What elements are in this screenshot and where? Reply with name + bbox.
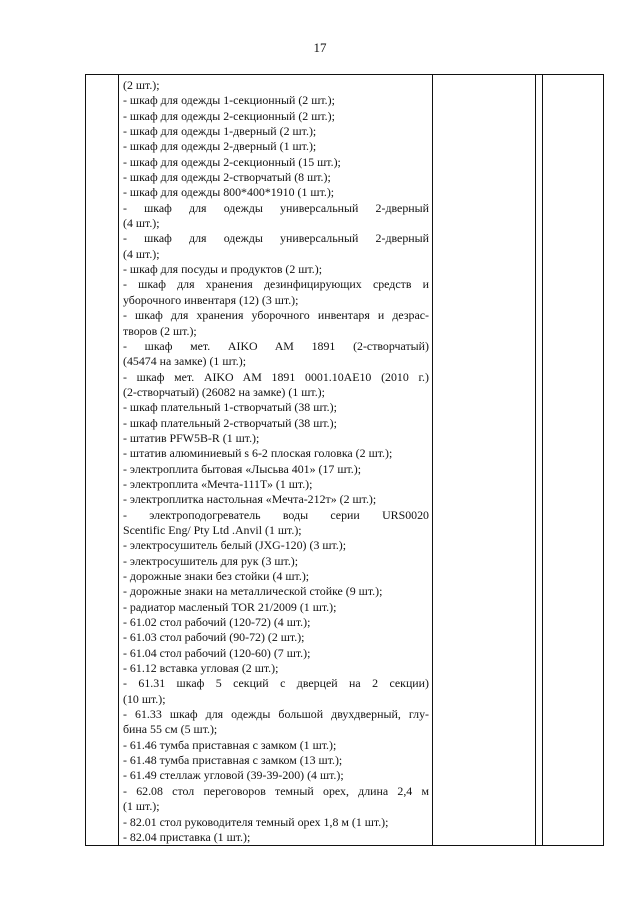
list-item: (2-створчатый) (26082 на замке) (1 шт.); bbox=[123, 384, 325, 399]
list-item: (2 шт.); bbox=[123, 78, 160, 92]
list-item: (10 шт.); bbox=[123, 691, 166, 706]
list-item: - 61.12 вставка угловая (2 шт.); bbox=[123, 661, 279, 676]
list-item: - 61.33 шкаф для одежды большой двухдверный, глу- bbox=[123, 707, 429, 722]
list-item: - шкаф для посуды и продуктов (2 шт.); bbox=[123, 262, 323, 277]
table-cell-empty bbox=[543, 75, 604, 846]
list-item: творов (2 шт.); bbox=[123, 323, 197, 338]
list-item: - шкаф для одежды 1-секционный (2 шт.); bbox=[123, 93, 335, 108]
list-item: - шкаф для хранения дезинфицирующих средств и bbox=[123, 277, 429, 292]
list-item: Scentific Eng/ Pty Ltd .Anvil (1 шт.); bbox=[123, 522, 302, 537]
list-item: - шкаф плательный 1-створчатый (38 шт.); bbox=[123, 400, 337, 415]
list-item: - 61.49 стеллаж угловой (39-39-200) (4 шт.); bbox=[123, 768, 344, 783]
list-item: - 61.46 тумба приставная с замком (1 шт.); bbox=[123, 737, 337, 752]
list-item: - электроплитка настольная «Мечта-212т» (2 шт.); bbox=[123, 492, 377, 507]
list-item: - шкаф для одежды 2-дверный (1 шт.); bbox=[123, 139, 317, 154]
list-item: (45474 на замке) (1 шт.); bbox=[123, 354, 247, 369]
list-item: - 61.31 шкаф 5 секций с дверцей на 2 секции) bbox=[123, 676, 429, 691]
list-item: - 82.01 стол руководителя темный орех 1,8 м (1 шт.); bbox=[123, 814, 389, 829]
list-item: - 62.08 стол переговоров темный орех, длина 2,4 м bbox=[123, 783, 429, 798]
list-item: - штатив PFW5B-R (1 шт.); bbox=[123, 430, 260, 445]
list-item: - 61.48 тумба приставная с замком (13 шт.); bbox=[123, 753, 343, 768]
list-item: - радиатор масленый TOR 21/2009 (1 шт.); bbox=[123, 599, 337, 614]
table-cell-number bbox=[86, 75, 119, 846]
table-cell-empty bbox=[536, 75, 543, 846]
list-item: - шкаф для одежды 2-секционный (2 шт.); bbox=[123, 108, 335, 123]
list-item: - электроплита «Мечта-111Т» (1 шт.); bbox=[123, 476, 313, 491]
list-item: - дорожные знаки на металлической стойке (9 шт.); bbox=[123, 584, 383, 599]
list-item: - 82.04 приставка (1 шт.); bbox=[123, 829, 251, 844]
list-item: - электроподогреватель воды серии URS0020 bbox=[123, 507, 429, 522]
list-item: - 61.02 стол рабочий (120-72) (4 шт.); bbox=[123, 615, 311, 630]
list-item: - шкаф для одежды универсальный 2-дверный bbox=[123, 231, 429, 246]
list-item: - электроплита бытовая «Лысьва 401» (17 шт.); bbox=[123, 461, 362, 476]
table-row bbox=[86, 75, 604, 846]
item-list bbox=[123, 78, 429, 845]
list-item: - 61.03 стол рабочий (90-72) (2 шт.); bbox=[123, 630, 305, 645]
list-item: - шкаф для одежды 1-дверный (2 шт.); bbox=[123, 124, 317, 139]
list-item: - электросушитель белый (JXG-120) (3 шт.); bbox=[123, 538, 347, 553]
list-item: - шкаф плательный 2-створчатый (38 шт.); bbox=[123, 415, 337, 430]
list-item: уборочного инвентаря (12) (3 шт.); bbox=[123, 292, 299, 307]
list-item: (4 шт.); bbox=[123, 216, 160, 231]
list-item: (4 шт.); bbox=[123, 246, 160, 261]
list-item: - шкаф для одежды 2-секционный (15 шт.); bbox=[123, 154, 341, 169]
list-item: - дорожные знаки без стойки (4 шт.); bbox=[123, 569, 310, 583]
list-item: - шкаф мет. AIKO AM 1891 (2-створчатый) bbox=[123, 338, 429, 353]
list-item: бина 55 см (5 шт.); bbox=[123, 722, 218, 737]
page-number: 17 bbox=[313, 40, 327, 55]
list-item: - шкаф мет. AIKO AM 1891 0001.10AE10 (2010 г.) bbox=[123, 369, 429, 384]
list-item: - шкаф для одежды 2-створчатый (8 шт.); bbox=[123, 170, 331, 185]
list-item: - 61.04 стол рабочий (120-60) (7 шт.); bbox=[123, 645, 311, 660]
table-cell-description bbox=[119, 75, 433, 846]
list-item: - шкаф для одежды 800*400*1910 (1 шт.); bbox=[123, 185, 335, 200]
document-table bbox=[85, 74, 604, 846]
table-cell-empty bbox=[433, 75, 536, 846]
list-item: - электросушитель для рук (3 шт.); bbox=[123, 553, 299, 568]
list-item: - шкаф для одежды универсальный 2-дверный bbox=[123, 200, 429, 215]
list-item: - шкаф для хранения уборочного инвентаря и дезрас- bbox=[123, 308, 429, 323]
list-item: (1 шт.); bbox=[123, 799, 160, 814]
list-item: - штатив алюминиевый s 6-2 плоская головка (2 шт.); bbox=[123, 446, 393, 461]
